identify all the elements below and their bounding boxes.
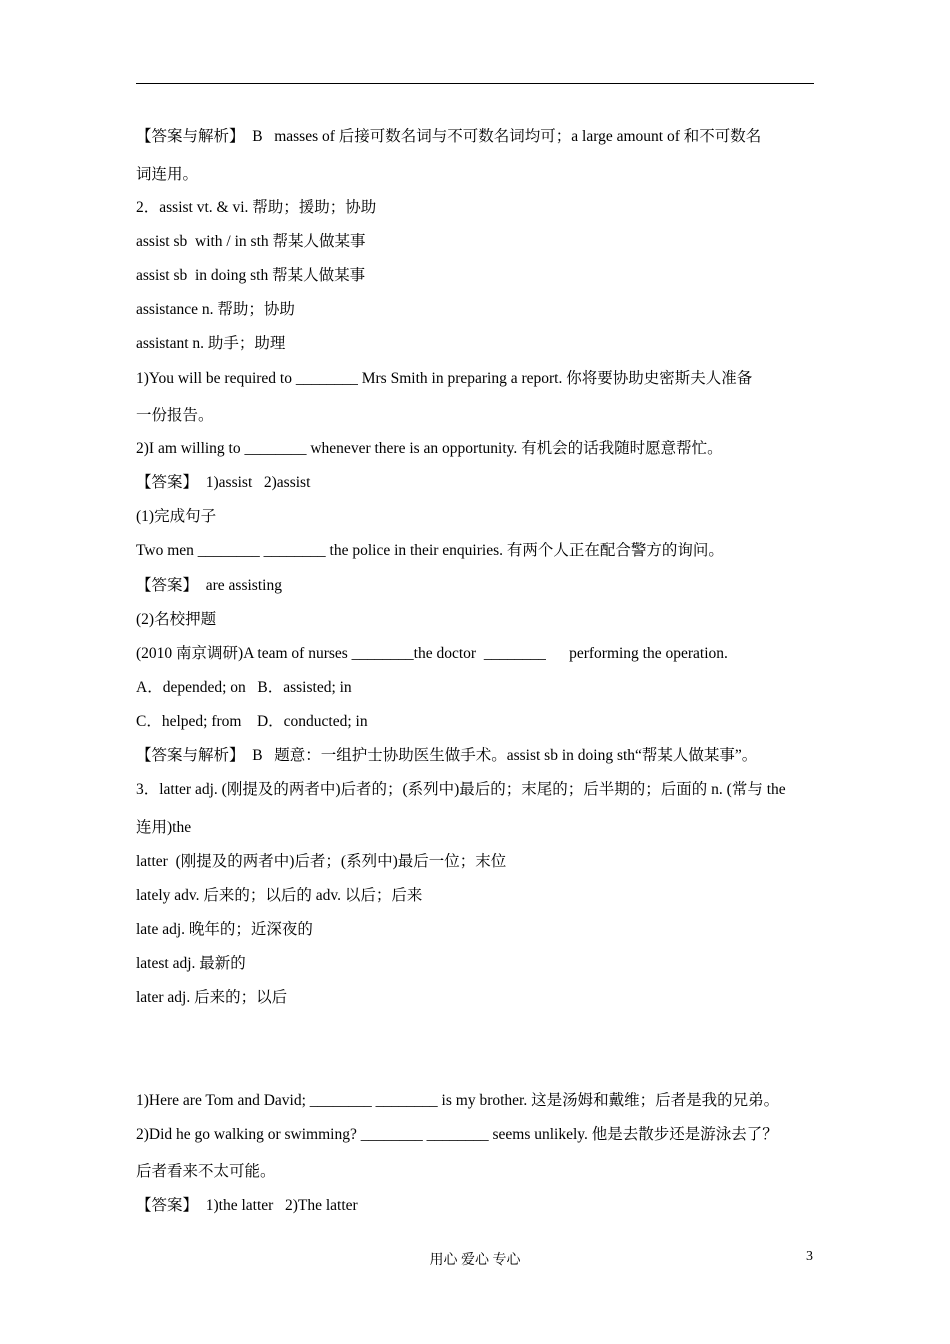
answer-line: 【答案与解析】 B 题意：一组护士协助医生做手术。assist sb in doing sth“帮某人做某事”。	[136, 747, 758, 764]
text-line: 1)You will be required to ________ Mrs Smith in preparing a report. 你将要协助史密斯夫人准备	[136, 370, 753, 387]
text-line: 后者看来不太可能。	[136, 1163, 276, 1180]
text-line: (2010 南京调研)A team of nurses ________the doctor ________ performing the operation.	[136, 645, 728, 662]
text-line: assistant n. 助手；助理	[136, 335, 286, 352]
header-rule	[136, 83, 814, 84]
text-line: (2)名校押题	[136, 611, 217, 628]
text-line: assistance n. 帮助；协助	[136, 301, 295, 318]
text-line: late adj. 晚年的；近深夜的	[136, 921, 313, 938]
text-line: Two men ________ ________ the police in their enquiries. 有两个人正在配合警方的询问。	[136, 542, 724, 559]
page-footer: 用心 爱心 专心	[429, 1253, 521, 1268]
text-line: lately adv. 后来的；以后的 adv. 以后；后来	[136, 887, 423, 904]
text-line: assist sb with / in sth 帮某人做某事	[136, 233, 366, 250]
text-line: 2)I am willing to ________ whenever there is an opportunity. 有机会的话我随时愿意帮忙。	[136, 440, 723, 457]
text-line: assist sb in doing sth 帮某人做某事	[136, 267, 366, 284]
text-line: latest adj. 最新的	[136, 955, 246, 972]
option-line: A．depended; on B．assisted; in	[136, 679, 352, 696]
text-line: 连用)the	[136, 819, 192, 836]
text-line: 2)Did he go walking or swimming? ________ ________ seems unlikely. 他是去散步还是游泳去了？	[136, 1126, 778, 1143]
page-number: 3	[806, 1249, 813, 1264]
text-line: 2．assist vt. & vi. 帮助；援助；协助	[136, 199, 377, 216]
answer-line: 【答案】 1)assist 2)assist	[136, 474, 311, 491]
text-line: later adj. 后来的；以后	[136, 989, 288, 1006]
text-line: 一份报告。	[136, 407, 214, 424]
answer-line: 【答案】 1)the latter 2)The latter	[136, 1197, 358, 1214]
text-line: 词连用。	[136, 166, 199, 183]
text-line: 【答案与解析】 B masses of 后接可数名词与不可数名词均可；a large amount of 和不可数名	[136, 128, 762, 145]
text-line: (1)完成句子	[136, 508, 217, 525]
option-line: C．helped; from D．conducted; in	[136, 713, 368, 730]
text-line: latter (刚提及的两者中)后者；(系列中)最后一位；末位	[136, 853, 507, 870]
text-line: 1)Here are Tom and David; ________ ________ is my brother. 这是汤姆和戴维；后者是我的兄弟。	[136, 1092, 780, 1109]
text-line: 3．latter adj. (刚提及的两者中)后者的；(系列中)最后的；末尾的；后半期的；后面的 n. (常与 the	[136, 781, 786, 798]
answer-line: 【答案】 are assisting	[136, 577, 282, 594]
